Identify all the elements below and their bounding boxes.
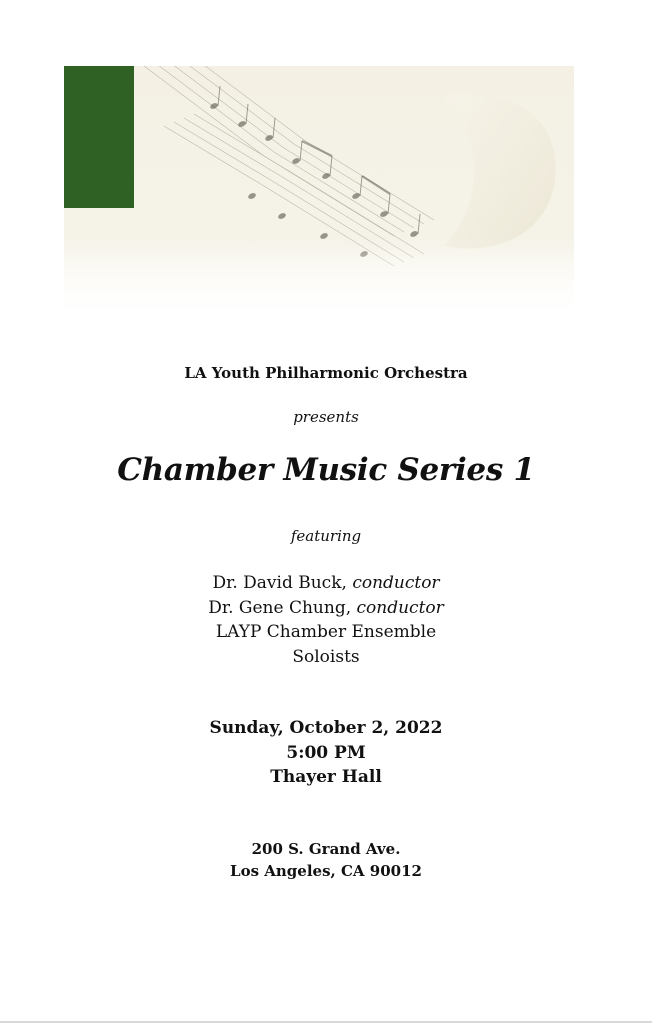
- performer-name: Dr. David Buck,: [212, 573, 353, 593]
- performer-name: Dr. Gene Chung,: [208, 597, 357, 618]
- performer-name: Soloists: [292, 646, 360, 667]
- green-accent-block: [64, 66, 134, 208]
- performer-role: conductor: [356, 597, 444, 618]
- performer-line: [0, 620, 652, 645]
- performer-line: [0, 645, 652, 670]
- performer-line: [0, 571, 652, 596]
- organization-name: LA Youth Philharmonic Orchestra: [184, 364, 468, 382]
- event-time: 5:00 PM: [286, 742, 366, 763]
- performer-role: conductor: [352, 573, 440, 593]
- presents-label: presents: [293, 408, 359, 426]
- venue-address: [0, 838, 652, 882]
- event-details: [0, 716, 652, 790]
- event-venue: Thayer Hall: [270, 767, 382, 787]
- event-date: Sunday, October 2, 2022: [209, 718, 443, 738]
- performers-list: [0, 571, 652, 669]
- featuring-label: featuring: [290, 527, 362, 545]
- sheet-music-banner-image: [64, 66, 574, 324]
- performer-line: [0, 596, 652, 621]
- address-city: Los Angeles, CA 90012: [230, 862, 422, 880]
- performer-name: LAYP Chamber Ensemble: [215, 622, 437, 642]
- concert-title: Chamber Music Series 1: [117, 452, 535, 488]
- address-street: 200 S. Grand Ave.: [251, 840, 401, 858]
